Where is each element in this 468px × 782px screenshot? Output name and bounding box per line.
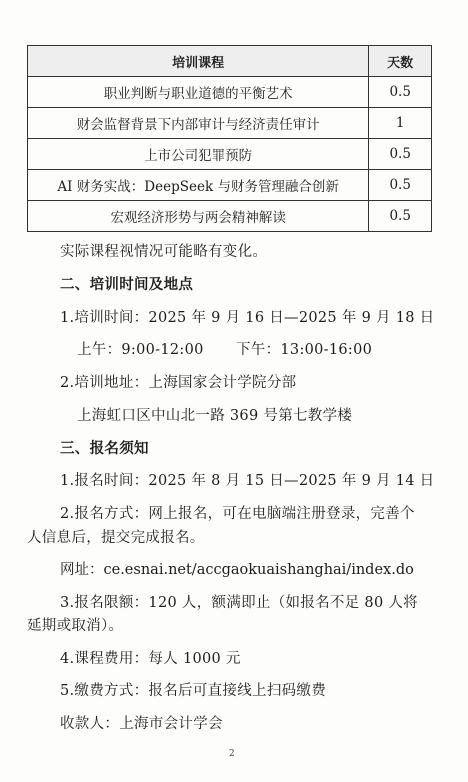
payment-method: 5.缴费方式：报名后可直接线上扫码缴费 xyxy=(60,683,327,699)
registration-method: 2.报名方式：网上报名，可在电脑端注册登录，完善个 xyxy=(60,506,415,522)
registration-method-cont: 人信息后，提交完成报名。 xyxy=(27,530,205,546)
registration-website: 网址：ce.esnai.net/accgaokuaishanghai/index.do xyxy=(60,562,414,578)
registration-limit: 3.报名限额：120 人，额满即止（如报名不足 80 人将 xyxy=(60,595,418,611)
course-cell: 职业判断与职业道德的平衡艺术 xyxy=(28,77,369,108)
training-time: 1.培训时间：2025 年 9 月 16 日—2025 年 9 月 18 日 xyxy=(60,310,435,326)
section-heading-time-place: 二、培训时间及地点 xyxy=(60,277,194,293)
column-header-course: 培训课程 xyxy=(28,46,369,77)
registration-limit-cont: 延期或取消）。 xyxy=(27,618,124,634)
section-heading-registration: 三、报名须知 xyxy=(60,441,149,457)
days-cell: 0.5 xyxy=(369,201,432,232)
course-fee: 4.课程费用：每人 1000 元 xyxy=(60,651,241,667)
table-row xyxy=(28,201,432,232)
days-cell: 0.5 xyxy=(369,170,432,201)
table-row xyxy=(28,108,432,139)
registration-time: 1.报名时间：2025 年 8 月 15 日—2025 年 9 月 14 日 xyxy=(60,473,435,489)
schedule-morning: 上午：9:00-12:00 xyxy=(77,342,204,358)
course-cell: 宏观经济形势与两会精神解读 xyxy=(28,201,369,232)
days-cell: 0.5 xyxy=(369,77,432,108)
course-cell: 财会监督背景下内部审计与经济责任审计 xyxy=(28,108,369,139)
course-table xyxy=(27,45,432,232)
days-cell: 1 xyxy=(369,108,432,139)
payee: 收款人：上海市会计学会 xyxy=(60,716,223,732)
course-cell: AI 财务实战：DeepSeek 与财务管理融合创新 xyxy=(28,170,369,201)
course-note: 实际课程视情况可能略有变化。 xyxy=(60,244,268,260)
column-header-days: 天数 xyxy=(369,46,432,77)
table-row xyxy=(28,139,432,170)
table-header-row xyxy=(28,46,432,77)
course-cell: 上市公司犯罪预防 xyxy=(28,139,369,170)
page-number: 2 xyxy=(229,749,235,759)
schedule-afternoon: 下午：13:00-16:00 xyxy=(236,342,373,358)
days-cell: 0.5 xyxy=(369,139,432,170)
training-place: 2.培训地址：上海国家会计学院分部 xyxy=(60,375,297,391)
table-row xyxy=(28,170,432,201)
training-address: 上海虹口区中山北一路 369 号第七教学楼 xyxy=(77,408,353,424)
table-row xyxy=(28,77,432,108)
